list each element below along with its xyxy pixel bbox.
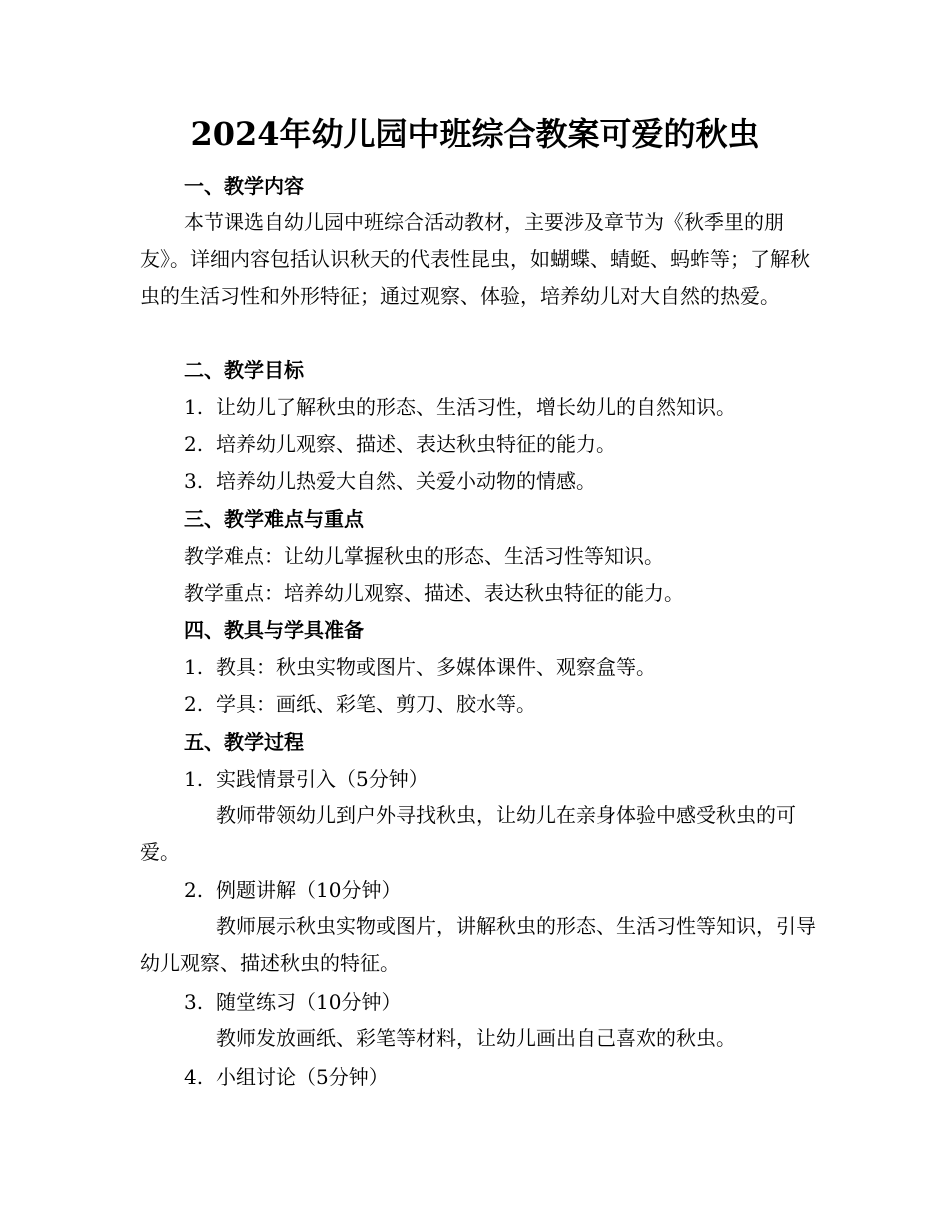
material-item [184,653,656,681]
process-step-text: 教师发放画纸、彩笔等材料，让幼儿画出自己喜欢的秋虫。 [216,1026,736,1050]
material-item [184,690,536,718]
difficulty-line: 教学难点：让幼儿掌握秋虫的形态、生活习性等知识。 [184,544,664,568]
section-heading-goals: 二、教学目标 [184,358,304,382]
process-step-number: 4. [184,1065,204,1089]
process-step-number: 2. [184,878,204,902]
goal-item-number: 3. [184,469,204,493]
material-item-number: 2. [184,692,204,716]
process-step-label [184,988,401,1016]
document-title: 2024年幼儿园中班综合教案可爱的秋虫 [190,115,760,153]
process-step-title: 例题讲解（10分钟） [216,878,402,902]
goal-item-text: 让幼儿了解秋虫的形态、生活习性，增长幼儿的自然知识。 [216,395,736,419]
process-step-number: 3. [184,990,204,1014]
process-step-text: 教师带领幼儿到户外寻找秋虫，让幼儿在亲身体验中感受秋虫的可爱。 [140,803,796,864]
goal-item [184,393,736,421]
goal-item-text: 培养幼儿热爱大自然、关爱小动物的情感。 [216,469,596,493]
content-paragraph: 本节课选自幼儿园中班综合活动教材，主要涉及章节为《秋季里的朋友》。详细内容包括认识秋天的代表性昆虫，如蝴蝶、蜻蜓、蚂蚱等；了解秋虫的生活习性和外形特征；通过观察、体验，培养幼儿对大自然的热爱。 [140,210,810,308]
process-step-title: 小组讨论（5分钟） [216,1065,389,1089]
material-item-number: 1. [184,655,204,679]
process-step-number: 1. [184,767,204,791]
section-heading-materials: 四、教具与学具准备 [184,618,364,642]
goal-item [184,430,616,458]
section-heading-keypoints: 三、教学难点与重点 [184,507,364,531]
process-step-label [184,876,401,904]
section-heading-content: 一、教学内容 [184,174,304,198]
process-step-text: 教师展示秋虫实物或图片，讲解秋虫的形态、生活习性等知识，引导幼儿观察、描述秋虫的特征。 [140,914,816,975]
process-step-title: 随堂练习（10分钟） [216,990,402,1014]
process-step-label [184,765,429,793]
process-step-label [184,1063,389,1091]
goal-item-number: 2. [184,432,204,456]
goal-item-number: 1. [184,395,204,419]
material-item-text: 教具：秋虫实物或图片、多媒体课件、观察盒等。 [216,655,656,679]
goal-item-text: 培养幼儿观察、描述、表达秋虫特征的能力。 [216,432,616,456]
process-step-title: 实践情景引入（5分钟） [216,767,429,791]
goal-item [184,467,596,495]
material-item-text: 学具：画纸、彩笔、剪刀、胶水等。 [216,692,536,716]
section-heading-process: 五、教学过程 [184,730,304,754]
focus-line: 教学重点：培养幼儿观察、描述、表达秋虫特征的能力。 [184,581,684,605]
